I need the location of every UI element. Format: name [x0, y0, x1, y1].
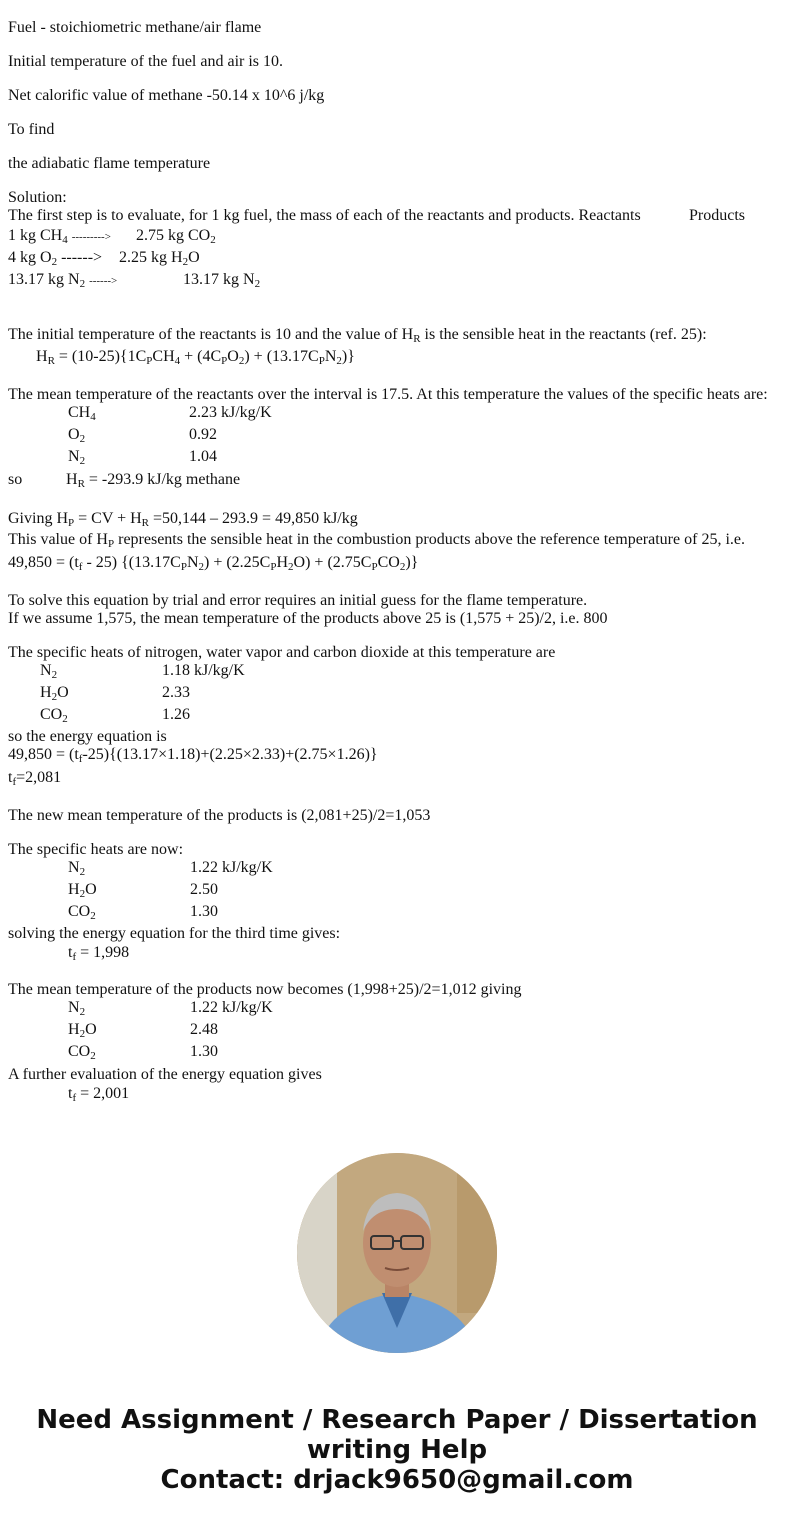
specific-heat-value: 2.23 kJ/kg/K [189, 404, 272, 421]
tf-result-3: $t_f = 2,001$ [68, 1085, 130, 1104]
species-cell: $H_2O$ [40, 684, 69, 703]
so-label: so [8, 471, 23, 488]
specific-heat-value: 2.50 [190, 881, 218, 898]
products-label: Products [689, 207, 745, 224]
hr-result: $H_R = -293.9$ kJ/kg methane [66, 471, 241, 490]
problem-calorific: Net calorific value of methane -50.14 x 10^6 j/kg [8, 87, 325, 104]
specific-heats-intro-2: The specific heats are now: [8, 841, 184, 858]
species-cell: $CO_2$ [68, 1043, 96, 1062]
species-cell: $N_2$ [40, 662, 58, 681]
species-cell: $H_2O$ [68, 881, 97, 900]
species-cell: $CO_2$ [40, 706, 68, 725]
species-cell: $CH_4$ [68, 404, 96, 423]
trial-text-2: If we assume 1,575, the mean temperature of the products above 25 is (1,575 + 25)/2, i.e. 800 [8, 610, 608, 627]
specific-heat-value: 1.26 [162, 706, 190, 723]
footer-line-2: writing Help [306, 1435, 488, 1465]
mean-temp-products-3: The mean temperature of the products now becomes (1,998+25)/2=1,012 giving [8, 981, 522, 998]
problem-to-find: To find [8, 121, 55, 138]
energy-intro: so the energy equation is [8, 728, 167, 745]
reaction-product-1: 2.75 kg $CO_2$ [136, 227, 216, 246]
energy-equation-general: $49,850 = (t_f - 25) \{(13.17C_PN_2) + (2.25C_PH_2O) + (2.75C_PCO_2)\}$ [8, 554, 419, 573]
specific-heat-value: 2.48 [190, 1021, 218, 1038]
species-cell: $N_2$ [68, 999, 86, 1018]
problem-initial-temp: Initial temperature of the fuel and air is 10. [8, 53, 284, 70]
species-cell: $N_2$ [68, 859, 86, 878]
energy-equation-1: $49,850 = (t_f-25)\{(13.17\times 1.18)+(2.25\times 2.33)+(2.75\times 1.26)\}$ [8, 746, 378, 765]
specific-heat-value: 1.22 kJ/kg/K [190, 999, 273, 1016]
reaction-row-2: 4 kg $O_2$ ------> [8, 249, 103, 268]
reaction-product-2: 2.25 kg $H_2O$ [119, 249, 200, 268]
author-portrait-image [297, 1153, 497, 1353]
specific-heat-value: 1.30 [190, 1043, 218, 1060]
trial-text-1: To solve this equation by trial and error requires an initial guess for the flame temperature. [8, 592, 588, 609]
specific-heat-value: 1.18 kJ/kg/K [162, 662, 245, 679]
species-cell: $CO_2$ [68, 903, 96, 922]
problem-target: the adiabatic flame temperature [8, 155, 211, 172]
specific-heats-intro-1: The specific heats of nitrogen, water vapor and carbon dioxide at this temperature are [8, 644, 556, 661]
reaction-product-3: 13.17 kg $N_2$ [183, 271, 261, 290]
third-iteration-text: solving the energy equation for the third time gives: [8, 925, 341, 942]
species-cell: $O_2$ [68, 426, 86, 445]
reaction-row-1: 1 kg $CH_4$ ---------> [8, 227, 111, 246]
hp-description: This value of $H_P$ represents the sensible heat in the combustion products above the reference temperature of 25, i.e. [8, 531, 745, 550]
specific-heat-value: 1.30 [190, 903, 218, 920]
problem-fuel: Fuel - stoichiometric methane/air flame [8, 19, 262, 36]
reaction-row-3: 13.17 kg $N_2$ ------> [8, 271, 118, 290]
further-evaluation-text: A further evaluation of the energy equation gives [8, 1066, 322, 1083]
specific-heat-value: 1.22 kJ/kg/K [190, 859, 273, 876]
tf-result-2: $t_f = 1,998$ [68, 944, 130, 963]
solution-heading: Solution: [8, 189, 67, 206]
giving-hp: Giving $H_P$ = CV + $H_R =50,144 - 293.9 = 49,850$ kJ/kg [8, 510, 358, 529]
hr-intro: The initial temperature of the reactants is 10 and the value of $H_R$ is the sensible heat in the reactants (ref. 25): [8, 326, 707, 345]
solution-intro: The first step is to evaluate, for 1 kg fuel, the mass of each of the reactants and products. Reactants [8, 207, 641, 224]
footer-line-1: Need Assignment / Research Paper / Dissertation [36, 1405, 758, 1435]
specific-heat-value: 2.33 [162, 684, 190, 701]
species-cell: $H_2O$ [68, 1021, 97, 1040]
mean-temp-reactants: The mean temperature of the reactants over the interval is 17.5. At this temperature the values of the specific heats are: [8, 386, 768, 403]
mean-temp-products-2: The new mean temperature of the products is (2,081+25)/2=1,053 [8, 807, 431, 824]
tf-result-1: $t_f=2,081$ [8, 769, 62, 788]
specific-heat-value: 0.92 [189, 426, 217, 443]
species-cell: $N_2$ [68, 448, 86, 467]
footer-contact: Contact: drjack9650@gmail.com [160, 1465, 634, 1495]
specific-heat-value: 1.04 [189, 448, 217, 465]
hr-equation: $H_R = (10-25)\{1C_PCH_4 + (4C_PO_2) + (13.17C_PN_2)\}$ [36, 348, 355, 367]
author-photo [297, 1153, 497, 1353]
